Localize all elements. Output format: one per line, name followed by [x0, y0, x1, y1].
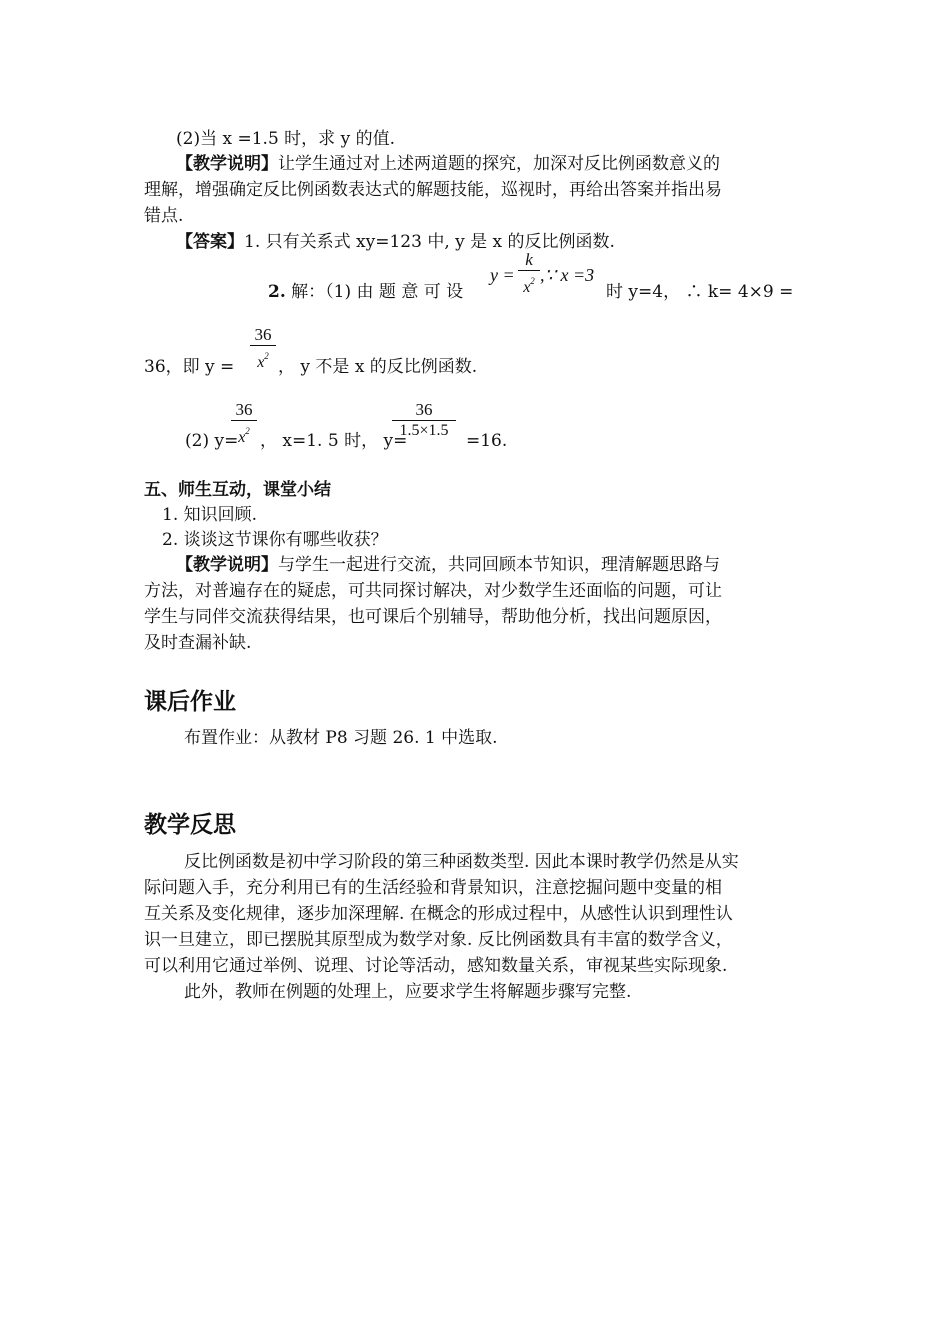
reflection-heading: 教学反思	[144, 812, 236, 838]
formula-exponent: 2	[530, 276, 535, 286]
teaching-note-text: 让学生通过对上述两道题的探究，加深对反比例函数意义的	[278, 154, 720, 174]
section-5-item-1: 1. 知识回顾.	[162, 505, 258, 525]
reflection-line-5: 可以利用它通过举例、说理、讨论等活动，感知数量关系，审视某些实际现象.	[144, 956, 728, 976]
fraction-denominator: x	[257, 354, 265, 371]
answer-2-text: 解：（1) 由 题 意 可 设	[291, 282, 464, 302]
reflection-line-6: 此外，教师在例题的处理上，应要求学生将解题步骤写完整.	[184, 982, 632, 1002]
section-5-note-line-3: 学生与同伴交流获得结果，也可课后个别辅导，帮助他分析，找出问题原因，	[144, 607, 722, 627]
section-5-note-line-4: 及时查漏补缺.	[144, 633, 252, 653]
answer-2-number: 2.	[268, 282, 286, 302]
answer-label: 【答案】	[176, 232, 244, 252]
part-2-middle: ， x=1. 5 时， y=	[260, 431, 408, 451]
section-5-note-line-1	[176, 552, 720, 578]
reflection-line-1: 反比例函数是初中学习阶段的第三种函数类型. 因此本课时教学仍然是从实	[184, 852, 739, 872]
answer-2-continued: 时 y=4， ∴ k= 4×9 =	[606, 282, 794, 302]
teaching-note-line-3: 错点.	[144, 206, 184, 226]
section-5-note-line-2: 方法，对普遍存在的疑虑，可共同探讨解决，对少数学生还面临的问题，可让	[144, 581, 722, 601]
answer-2-line	[268, 279, 463, 305]
section-5-title: 五、师生互动，课堂小结	[144, 480, 331, 500]
fraction-36-over-x2	[250, 325, 276, 373]
teaching-note-line-2: 理解，增强确定反比例函数表达式的解题技能，巡视时，再给出答案并指出易	[144, 180, 722, 200]
part-2-result: =16.	[466, 431, 508, 451]
formula-denominator: x	[523, 279, 531, 296]
reflection-line-4: 识一旦建立，即已摆脱其原型成为数学对象. 反比例函数具有丰富的数学含义，	[144, 930, 733, 950]
fraction-numerator: 36	[415, 400, 433, 419]
question-2-text: (2)当 x =1.5 时，求 y 的值.	[176, 129, 395, 149]
formula-numerator: k	[525, 250, 533, 269]
teaching-note-line-1	[176, 151, 720, 177]
part-2-prefix: (2) y=	[185, 431, 239, 451]
teaching-note-label: 【教学说明】	[176, 555, 278, 575]
teaching-note-label: 【教学说明】	[176, 154, 278, 174]
fraction-denominator: x	[238, 429, 246, 446]
answer-line-36-tail: ， y 不是 x 的反比例函数.	[278, 357, 478, 377]
reflection-line-3: 互关系及变化规律，逐步加深理解. 在概念的形成过程中，从感性认识到理性认	[144, 904, 733, 924]
formula-k-over-x2	[518, 250, 540, 298]
answer-line-1	[176, 229, 615, 255]
fraction-exponent: 2	[264, 351, 269, 361]
section-5-note-text: 与学生一起进行交流，共同回顾本节知识，理清解题思路与	[278, 555, 720, 575]
answer-line-36: 36，即 y =	[144, 357, 235, 377]
answer-text: 1. 只有关系式 xy=123 中, y 是 x 的反比例函数.	[244, 232, 615, 252]
section-5-item-2: 2. 谈谈这节课你有哪些收获？	[162, 530, 388, 550]
formula-since-x: ,∵ x =3	[540, 265, 595, 285]
fraction-numerator: 36	[235, 400, 253, 419]
fraction-exponent: 2	[245, 426, 250, 436]
fraction-denominator: 1.5×1.5	[399, 422, 449, 439]
homework-text: 布置作业：从教材 P8 习题 26. 1 中选取.	[184, 728, 498, 748]
fraction-numerator: 36	[254, 325, 272, 344]
homework-heading: 课后作业	[144, 689, 236, 715]
formula-y-equals: y =	[490, 265, 515, 285]
reflection-line-2: 际问题入手，充分利用已有的生活经验和背景知识，注意挖掘问题中变量的相	[144, 878, 722, 898]
